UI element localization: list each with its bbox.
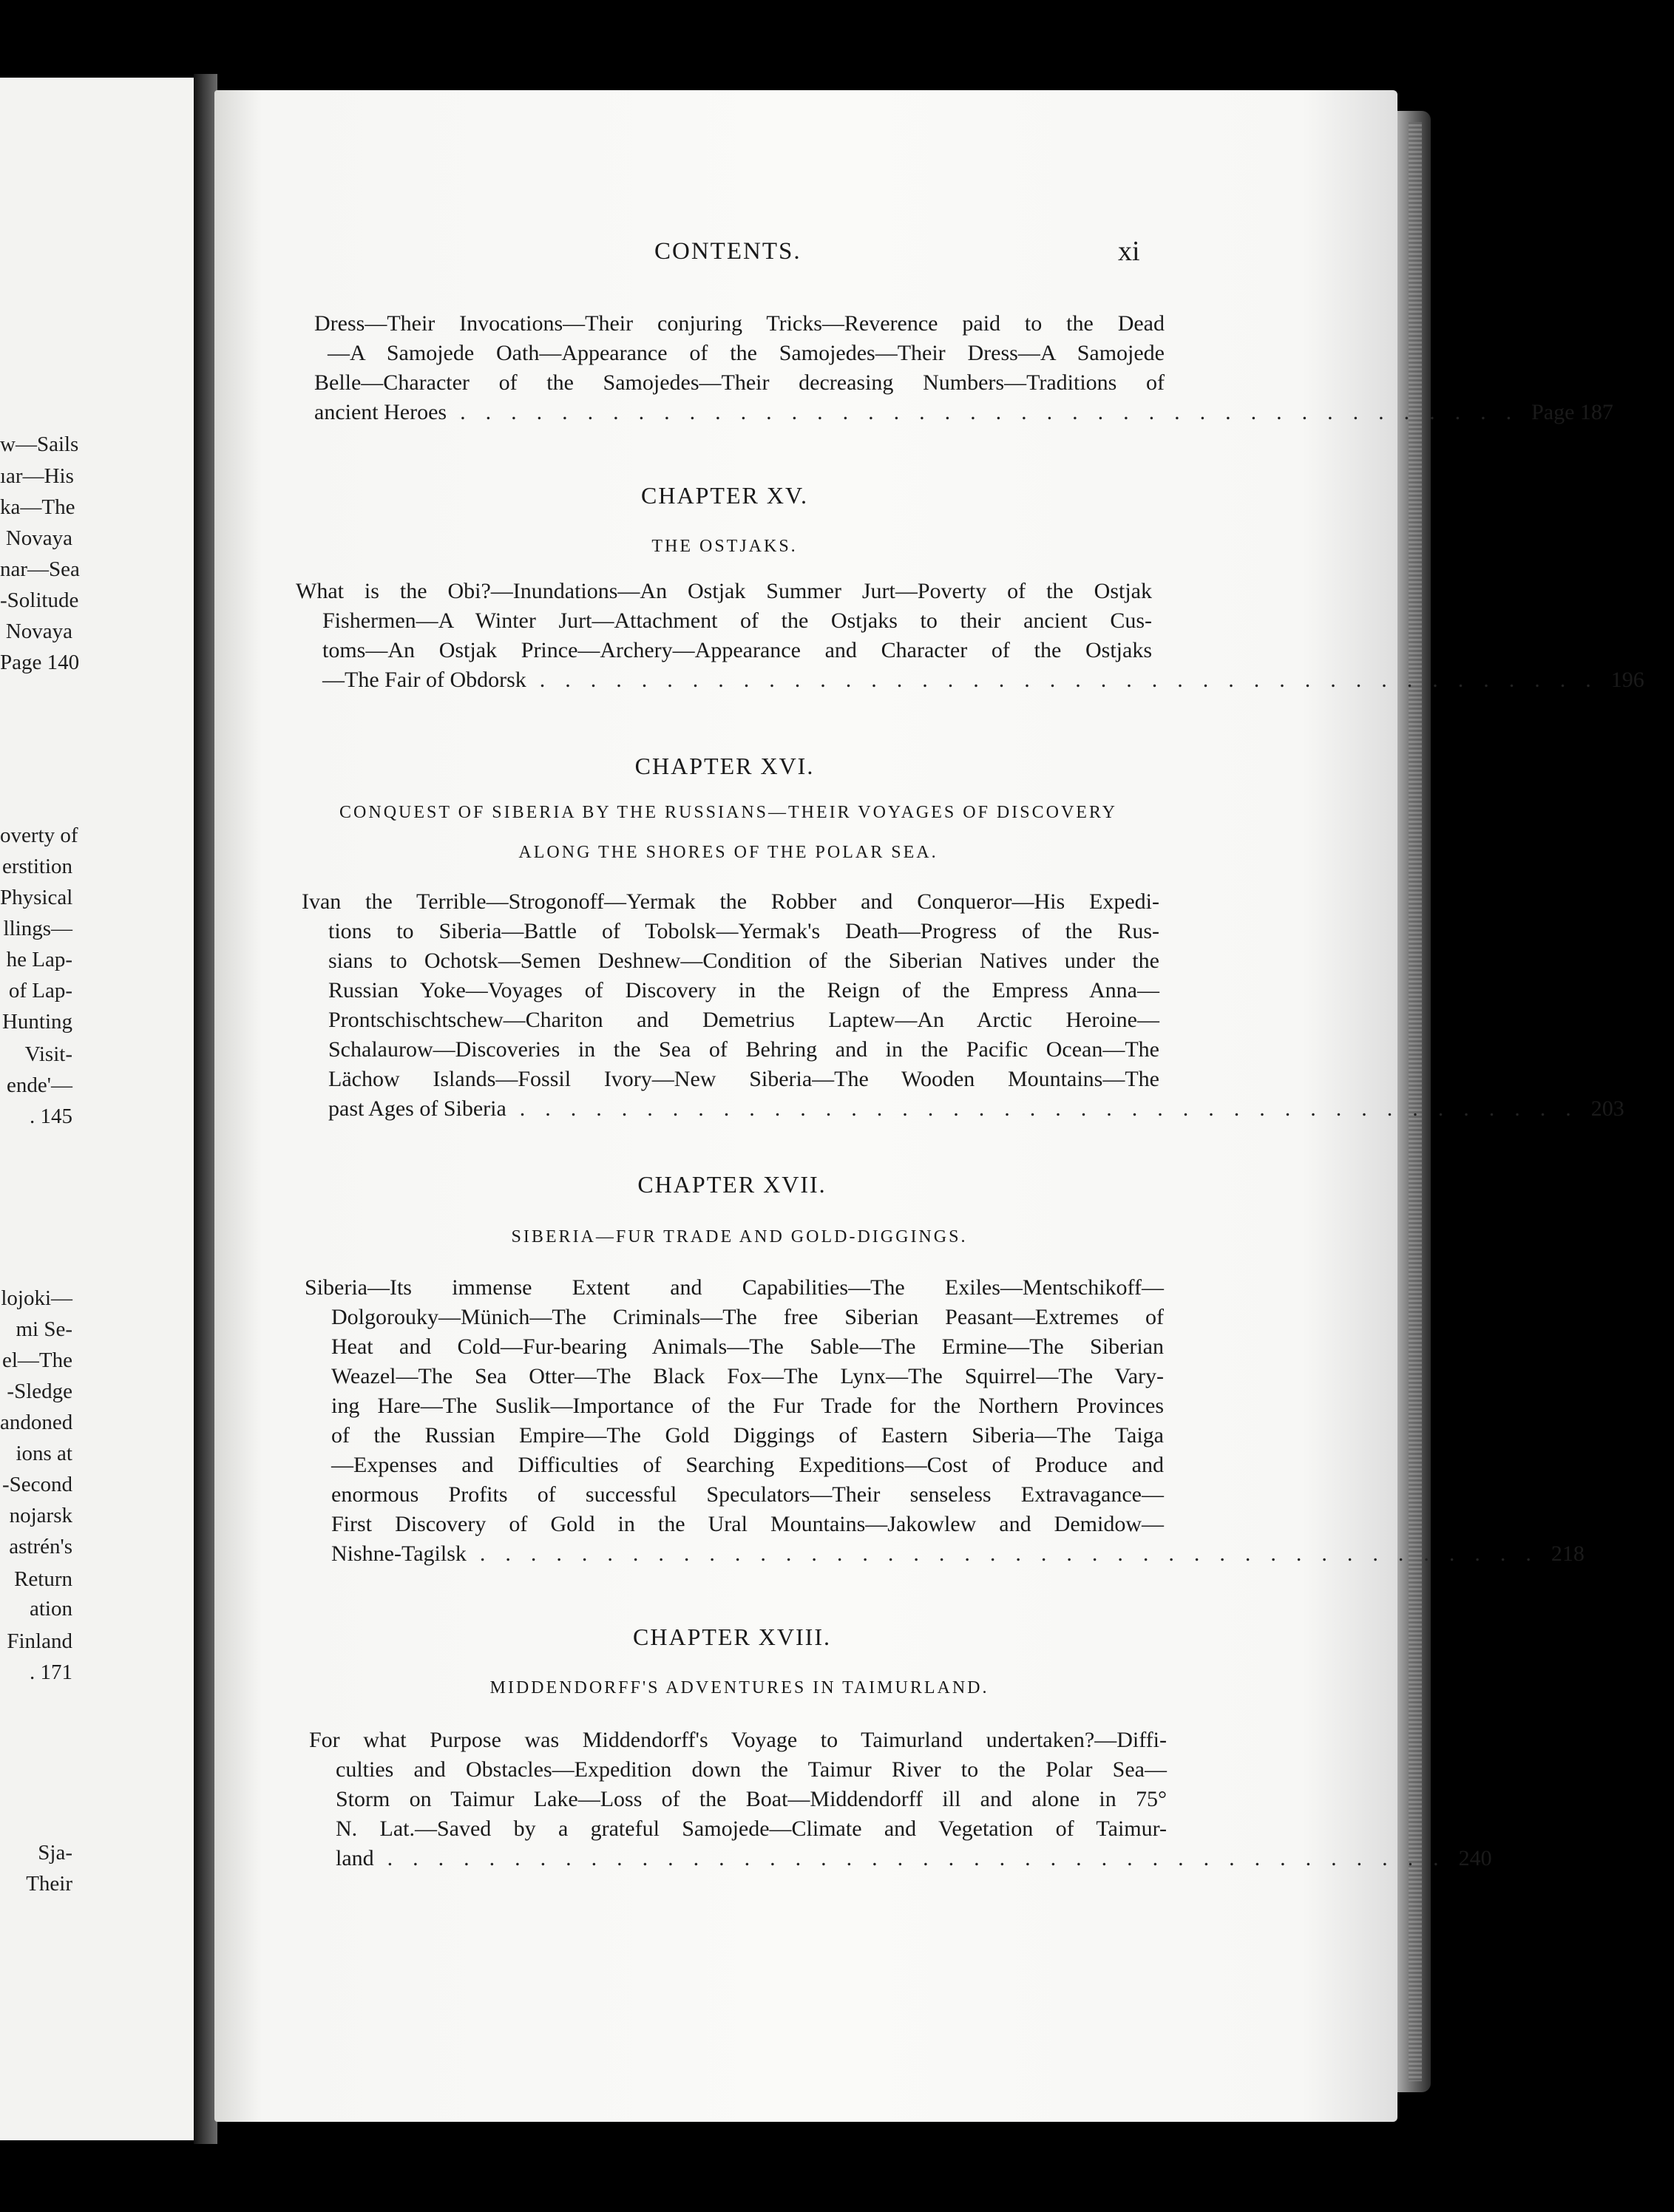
entry-line: of the Russian Empire—The Gold Diggings of Eastern Siberia—The Taiga bbox=[331, 1423, 1164, 1448]
entry-last-text: land bbox=[336, 1846, 374, 1870]
entry-last-line bbox=[314, 398, 1613, 427]
previous-page-text-fragment: nar—Sea bbox=[0, 557, 80, 581]
chapter-subtitle: CONQUEST OF SIBERIA BY THE RUSSIANS—THEIR VOYAGES OF DISCOVERY bbox=[339, 803, 1117, 822]
entry-line: For what Purpose was Middendorff's Voyage to Taimurland undertaken?—Diffi- bbox=[309, 1728, 1167, 1752]
previous-page-text-fragment: Physical bbox=[0, 886, 73, 909]
previous-page-text-fragment: Finland bbox=[7, 1629, 72, 1653]
entry-last-line bbox=[305, 1539, 1585, 1569]
entry-line: —A Samojede Oath—Appearance of the Samojedes—Their Dress—A Samojede bbox=[328, 341, 1165, 365]
entry-line: Heat and Cold—Fur-bearing Animals—The Sable—The Ermine—The Siberian bbox=[331, 1334, 1164, 1359]
chapter-subtitle: SIBERIA—FUR TRADE AND GOLD-DIGGINGS. bbox=[511, 1227, 968, 1246]
previous-page-text-fragment: lojoki— bbox=[1, 1286, 72, 1310]
entry-last-text: past Ages of Siberia bbox=[328, 1096, 506, 1121]
dot-leader: .......................................... bbox=[539, 668, 1611, 692]
chapter-entry bbox=[302, 887, 1624, 1124]
previous-page-text-fragment: Novaya bbox=[5, 620, 72, 643]
entry-page-number: 218 bbox=[1551, 1541, 1585, 1566]
previous-page-text-fragment: erstition bbox=[1, 855, 72, 878]
previous-page-text-fragment: ende'— bbox=[7, 1073, 72, 1097]
previous-page-text-fragment: ions at bbox=[16, 1442, 72, 1465]
entry-line: culties and Obstacles—Expedition down the Taimur River to the Polar Sea— bbox=[336, 1757, 1167, 1782]
entry-line: sians to Ochotsk—Semen Deshnew—Condition of the Siberian Natives under the bbox=[328, 949, 1159, 973]
entry-line: What is the Obi?—Inundations—An Ostjak Summer Jurt—Poverty of the Ostjak bbox=[296, 579, 1152, 603]
entry-line: enormous Profits of successful Speculators—Their senseless Extravagance— bbox=[331, 1482, 1164, 1507]
previous-page-text-fragment: overty of bbox=[0, 824, 78, 847]
entry-line: Belle—Character of the Samojedes—Their decreasing Numbers—Traditions of bbox=[314, 370, 1165, 395]
chapter-subtitle: MIDDENDORFF'S ADVENTURES IN TAIMURLAND. bbox=[489, 1678, 989, 1697]
entry-last-line bbox=[302, 1094, 1624, 1124]
entry-last-line bbox=[296, 665, 1644, 695]
previous-page-text-fragment: llings— bbox=[3, 917, 72, 940]
entry-line: Siberia—Its immense Extent and Capabilities—The Exiles—Mentschikoff— bbox=[305, 1275, 1164, 1300]
previous-page-text-fragment: w—Sails bbox=[0, 432, 79, 456]
entry-line: Dress—Their Invocations—Their conjuring Tricks—Reverence paid to the Dead bbox=[314, 311, 1165, 336]
entry-line: toms—An Ostjak Prince—Archery—Appearance and Character of the Ostjaks bbox=[322, 638, 1152, 662]
entry-line: tions to Siberia—Battle of Tobolsk—Yermak's Death—Progress of the Rus- bbox=[328, 919, 1159, 943]
dot-leader: .......................................... bbox=[519, 1096, 1591, 1121]
previous-page-text-fragment: astrén's bbox=[9, 1535, 72, 1558]
dot-leader: .......................................... bbox=[387, 1846, 1459, 1870]
entry-line: Weazel—The Sea Otter—The Black Fox—The Lynx—The Squirrel—The Vary- bbox=[331, 1364, 1164, 1388]
entry-last-text: Nishne-Tagilsk bbox=[331, 1541, 467, 1566]
previous-page-text-fragment: he Lap- bbox=[6, 948, 72, 971]
previous-page-text-fragment: ation bbox=[30, 1597, 72, 1621]
chapter-entry bbox=[309, 1726, 1492, 1873]
previous-page-text-fragment: -Sledge bbox=[7, 1380, 72, 1403]
previous-page-text-fragment: ka—The bbox=[0, 495, 75, 519]
entry-line: First Discovery of Gold in the Ural Mountains—Jakowlew and Demidow— bbox=[331, 1512, 1164, 1536]
entry-line: N. Lat.—Saved by a grateful Samojede—Climate and Vegetation of Taimur- bbox=[336, 1816, 1167, 1841]
entry-last-text: —The Fair of Obdorsk bbox=[322, 668, 526, 692]
chapter-entry bbox=[296, 577, 1644, 695]
previous-page-text-fragment: . 145 bbox=[30, 1105, 72, 1128]
entry-line: Dolgorouky—Münich—The Criminals—The free Siberian Peasant—Extremes of bbox=[331, 1305, 1164, 1329]
previous-page-text-fragment: Visit- bbox=[24, 1042, 72, 1066]
entry-line: —Expenses and Difficulties of Searching Expeditions—Cost of Produce and bbox=[331, 1453, 1164, 1477]
previous-page-text-fragment: el—The bbox=[1, 1348, 72, 1372]
entry-line: Storm on Taimur Lake—Loss of the Boat—Middendorff ill and alone in 75° bbox=[336, 1787, 1167, 1811]
previous-page-text-fragment: Novaya bbox=[5, 526, 72, 550]
chapter-subtitle: ALONG THE SHORES OF THE POLAR SEA. bbox=[518, 843, 938, 862]
previous-page-text-fragment: -Second bbox=[1, 1473, 72, 1496]
chapter-heading: CHAPTER XVI. bbox=[634, 753, 815, 779]
entry-line: Fishermen—A Winter Jurt—Attachment of the Ostjaks to their ancient Cus- bbox=[322, 608, 1152, 633]
previous-page-text-fragment: . 171 bbox=[30, 1660, 72, 1684]
entry-page-number: 203 bbox=[1590, 1096, 1624, 1121]
chapter-heading: CHAPTER XVII. bbox=[637, 1171, 827, 1198]
previous-page-text-fragment: Sja- bbox=[38, 1841, 72, 1865]
previous-page-text-fragment: Hunting bbox=[1, 1010, 72, 1034]
chapter-entry bbox=[305, 1273, 1585, 1569]
chapter-heading: CHAPTER XVIII. bbox=[633, 1624, 831, 1650]
previous-page-text-fragment: Return bbox=[14, 1567, 72, 1591]
previous-page-text-fragment: of Lap- bbox=[8, 979, 72, 1002]
chapter-subtitle: THE OSTJAKS. bbox=[651, 537, 798, 556]
entry-line: Schalaurow—Discoveries in the Sea of Behring and in the Pacific Ocean—The bbox=[328, 1037, 1159, 1062]
running-head: CONTENTS. bbox=[654, 238, 802, 265]
entry-line: Prontschischtschew—Chariton and Demetrius Laptew—An Arctic Heroine— bbox=[328, 1008, 1159, 1032]
continuation-entry bbox=[314, 309, 1613, 427]
previous-page-text-fragment: ıar—His bbox=[0, 464, 74, 488]
entry-line: ing Hare—The Suslik—Importance of the Fur Trade for the Northern Provinces bbox=[331, 1394, 1164, 1418]
previous-page-text-fragment: mi Se- bbox=[16, 1317, 72, 1341]
entry-line: Lächow Islands—Fossil Ivory—New Siberia—The Wooden Mountains—The bbox=[328, 1067, 1159, 1091]
entry-page-number: 240 bbox=[1458, 1846, 1492, 1870]
dot-leader: .......................................... bbox=[460, 400, 1532, 424]
chapter-heading: CHAPTER XV. bbox=[641, 482, 808, 509]
previous-page-text-fragment: -Solitude bbox=[0, 588, 79, 612]
entry-line: Ivan the Terrible—Strogonoff—Yermak the Robber and Conqueror—His Expedi- bbox=[302, 889, 1159, 914]
dot-leader: .......................................... bbox=[479, 1541, 1551, 1566]
entry-last-line bbox=[309, 1844, 1492, 1873]
entry-last-text: ancient Heroes bbox=[314, 400, 447, 424]
entry-page-number: Page 187 bbox=[1531, 400, 1613, 424]
previous-page-text-fragment: nojarsk bbox=[9, 1504, 72, 1527]
entry-page-number: 196 bbox=[1610, 668, 1644, 692]
entry-line: Russian Yoke—Voyages of Discovery in the Reign of the Empress Anna— bbox=[328, 978, 1159, 1002]
previous-page-text-fragment: andoned bbox=[0, 1411, 73, 1434]
previous-page-text-fragment: Page 140 bbox=[0, 651, 80, 674]
previous-page-text-fragment: Their bbox=[26, 1872, 72, 1896]
folio: xi bbox=[1118, 236, 1140, 267]
